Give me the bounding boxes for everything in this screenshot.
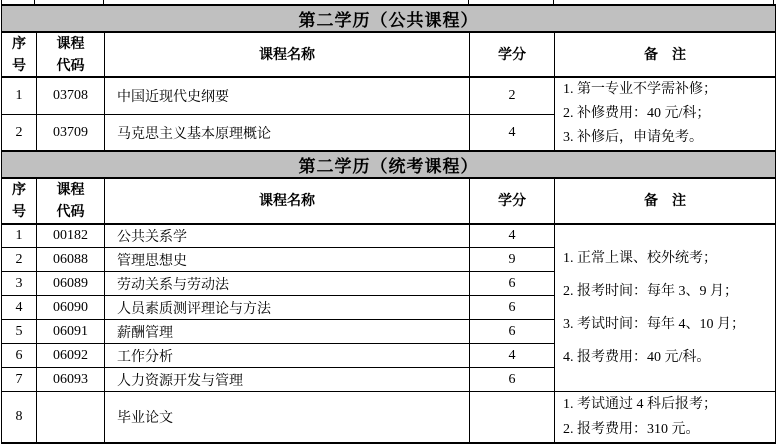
name-cell: 薪酬管理 xyxy=(105,320,470,344)
credit-cell: 2 xyxy=(470,77,555,114)
credit-column-header: 学分 xyxy=(470,32,555,77)
credit-cell-empty xyxy=(470,392,555,444)
remark-line: 2. 报考时间：每年 3、9 月； xyxy=(563,284,738,299)
code-column-header: 课程代码 xyxy=(37,178,105,223)
remark-line: 2. 补修费用：40 元/科； xyxy=(563,106,711,122)
remark-column-header: 备 注 xyxy=(555,32,776,77)
name-cell: 公共关系学 xyxy=(105,224,470,248)
name-cell: 毕业论文 xyxy=(105,392,470,444)
remark-line: 3. 考试时间：每年 4、10 月； xyxy=(563,317,745,332)
code-cell: 03708 xyxy=(37,77,105,114)
remark-line: 1. 第一专业不学需补修； xyxy=(563,82,717,98)
name-cell: 人员素质测评理论与方法 xyxy=(105,296,470,320)
name-cell: 马克思主义基本原理概论 xyxy=(105,114,470,151)
name-column-header: 课程名称 xyxy=(105,32,470,77)
name-cell: 管理思想史 xyxy=(105,248,470,272)
credit-cell: 6 xyxy=(470,296,555,320)
seq-column-header: 序号 xyxy=(2,32,37,77)
course-table xyxy=(1,4,776,444)
course-row xyxy=(2,77,776,114)
credit-cell: 6 xyxy=(470,368,555,392)
header-row-unified xyxy=(2,178,776,223)
code-cell: 06089 xyxy=(37,272,105,296)
seq-cell: 6 xyxy=(2,344,37,368)
code-cell-empty xyxy=(37,392,105,444)
seq-cell: 1 xyxy=(2,224,37,248)
seq-cell: 5 xyxy=(2,320,37,344)
remark-line: 4. 报考费用：40 元/科。 xyxy=(563,350,711,365)
seq-cell: 4 xyxy=(2,296,37,320)
name-cell: 工作分析 xyxy=(105,344,470,368)
section-title-public-courses: 第二学历（公共课程） xyxy=(2,5,776,32)
code-cell: 06092 xyxy=(37,344,105,368)
seq-column-header: 序号 xyxy=(2,178,37,223)
code-cell: 00182 xyxy=(37,224,105,248)
credit-column-header: 学分 xyxy=(470,178,555,223)
credit-cell: 4 xyxy=(470,114,555,151)
remark-column-header: 备 注 xyxy=(555,178,776,223)
seq-cell: 1 xyxy=(2,77,37,114)
credit-cell: 6 xyxy=(470,272,555,296)
code-cell: 06093 xyxy=(37,368,105,392)
seq-cell: 8 xyxy=(2,392,37,444)
thesis-row xyxy=(2,392,776,444)
remark-line: 2. 报考费用：310 元。 xyxy=(563,422,700,438)
seq-cell: 7 xyxy=(2,368,37,392)
code-cell: 06091 xyxy=(37,320,105,344)
credit-cell: 9 xyxy=(470,248,555,272)
name-cell: 劳动关系与劳动法 xyxy=(105,272,470,296)
seq-cell: 2 xyxy=(2,248,37,272)
code-cell: 06090 xyxy=(37,296,105,320)
header-row-public xyxy=(2,32,776,77)
section-band-row-unified xyxy=(2,151,776,178)
remark-cell-unified xyxy=(555,224,776,392)
seq-cell: 3 xyxy=(2,272,37,296)
credit-cell: 4 xyxy=(470,224,555,248)
remark-cell-thesis xyxy=(555,392,776,444)
code-cell: 06088 xyxy=(37,248,105,272)
credit-cell: 6 xyxy=(470,320,555,344)
code-cell: 03709 xyxy=(37,114,105,151)
course-row xyxy=(2,224,776,248)
section-title-unified-exam-courses: 第二学历（统考课程） xyxy=(2,151,776,178)
remark-cell-public xyxy=(555,77,776,151)
cropped-row-border-ticks xyxy=(0,0,776,4)
name-column-header: 课程名称 xyxy=(105,178,470,223)
remark-line: 1. 正常上课、校外统考； xyxy=(563,251,717,266)
remark-line: 1. 考试通过 4 科后报考； xyxy=(563,397,717,413)
name-cell: 人力资源开发与管理 xyxy=(105,368,470,392)
seq-cell: 2 xyxy=(2,114,37,151)
code-column-header: 课程代码 xyxy=(37,32,105,77)
remark-line: 3. 补修后，申请免考。 xyxy=(563,130,703,146)
section-band-row-public xyxy=(2,5,776,32)
credit-cell: 4 xyxy=(470,344,555,368)
name-cell: 中国近现代史纲要 xyxy=(105,77,470,114)
